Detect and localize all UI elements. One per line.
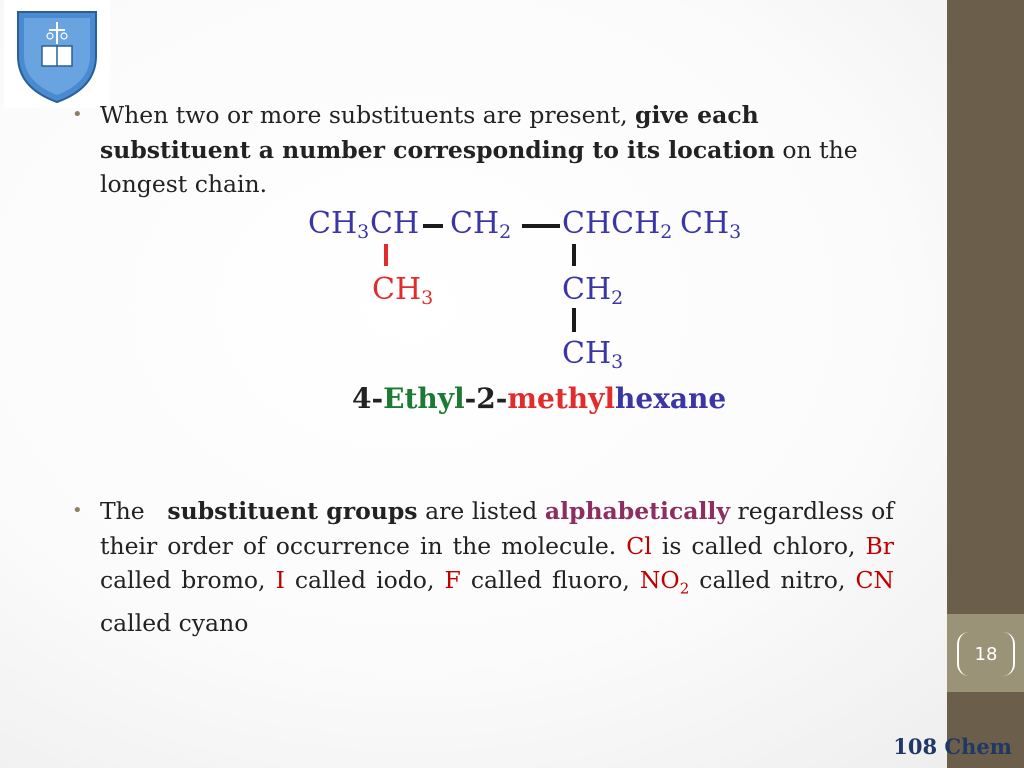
bullet-1-text: When two or more substituents are present, bbox=[100, 101, 636, 129]
bullet-dot-icon: • bbox=[72, 500, 83, 521]
bond-ethyl-1 bbox=[572, 244, 576, 266]
chain-ch2: $CH_2$ bbox=[450, 206, 512, 243]
chain-ch: CH bbox=[370, 206, 420, 241]
bond-methyl bbox=[384, 244, 388, 266]
bullet-1 bbox=[72, 98, 872, 202]
university-logo bbox=[4, 0, 110, 108]
bond-ethyl-2 bbox=[572, 308, 576, 332]
chain-ch3-end: $CH_3$ bbox=[680, 206, 742, 243]
branch-methyl: $CH_3$ bbox=[372, 272, 434, 309]
footer-course-label: 108 Chem bbox=[893, 734, 1012, 759]
bullet-dot-icon: • bbox=[72, 104, 83, 125]
branch-ethyl-ch2: $CH_2$ bbox=[562, 272, 624, 309]
alphabetically-highlight: alphabetically bbox=[544, 497, 730, 525]
compound-name: 4-Ethyl-2-methylhexane bbox=[352, 382, 727, 415]
bullet-2-bold: substituent groups bbox=[167, 497, 418, 525]
bond-2 bbox=[522, 224, 560, 228]
branch-ethyl-ch3: $CH_3$ bbox=[562, 336, 624, 373]
chain-chch2: $CHCH_2$ bbox=[562, 206, 673, 243]
bullet-2: • The substituent groups are listed alphabetically regardless of their order of occurrence in the molecule. Cl is called chloro, Br called bromo, I called iodo, F called fluoro, $NO_2$ called nitro, CN called cyano bbox=[72, 494, 894, 641]
bullet-1-bold: give each substituent a number corresponding to its location bbox=[100, 101, 775, 164]
bond-1 bbox=[423, 224, 443, 228]
page-number: 18 bbox=[974, 644, 998, 665]
chain-ch3: $CH_3$ bbox=[308, 206, 370, 243]
bullet-1-text-end: on the longest chain. bbox=[100, 135, 858, 198]
